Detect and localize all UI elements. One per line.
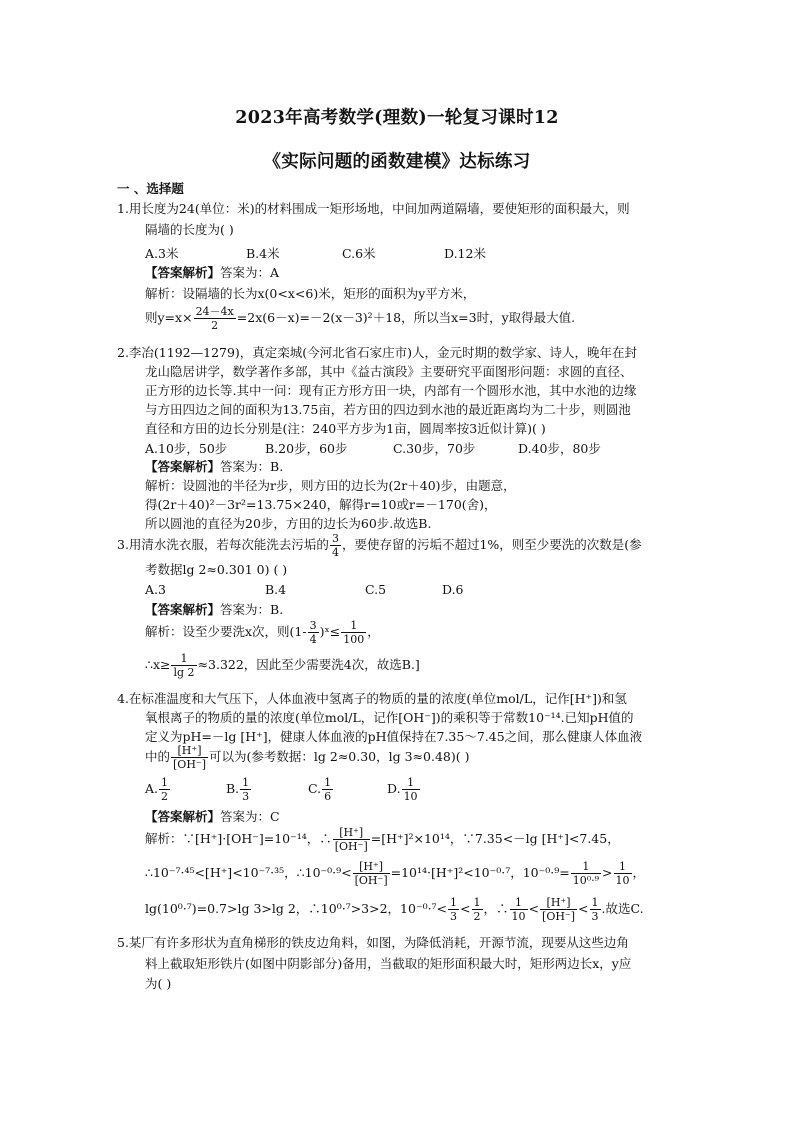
solution-text: < <box>528 901 540 916</box>
q4-option-c <box>308 776 334 803</box>
q4-text-line3: 定义为pH=－lg [H⁺]，健康人体血液的pH值保持在7.35～7.45之间，那么健康人体血液 <box>145 729 643 744</box>
fraction <box>322 776 333 803</box>
fraction-denominator: 3 <box>242 790 250 803</box>
q1-text-line2: 隔墙的长度为( ) <box>145 222 234 237</box>
fraction <box>171 652 196 679</box>
fraction-numerator: 1 <box>402 776 420 790</box>
question-text: 3.用清水洗衣服，若每次能洗去污垢的 <box>117 537 329 552</box>
fraction-numerator: [H⁺] <box>540 896 577 910</box>
fraction <box>240 776 251 803</box>
fraction-denominator: 100 <box>343 633 365 646</box>
fraction-numerator: 1 <box>614 860 632 874</box>
solution-text: 解析：∵[H⁺]·[OH⁻]=10⁻¹⁴，∴ <box>145 831 332 846</box>
fraction <box>159 776 170 803</box>
q2-option-b: B.20步，60步 <box>265 441 348 456</box>
solution-text: ∴10⁻⁷·⁴⁵<[H⁺]<10⁻⁷·³⁵，∴10⁻⁰·⁹< <box>145 865 352 880</box>
fraction-denominator: 3 <box>450 910 458 923</box>
q3-text-line1 <box>117 532 642 559</box>
q2-text-line4: 与方田四边之间的面积为13.75亩，若方田的四边到水池的最近距离均为二十步，则圆池 <box>145 402 631 417</box>
q4-text-line4 <box>145 744 469 771</box>
fraction <box>472 896 483 923</box>
q4-option-d <box>387 776 421 803</box>
q2-text-line5: 直径和方田的边长分别是(注：240平方步为1亩，圆周率按3近似计算)( ) <box>145 421 546 436</box>
answer-label: 【答案解析】 <box>145 602 221 617</box>
solution-text: < <box>460 901 471 916</box>
fraction-denominator: lg 2 <box>173 666 195 679</box>
q2-option-d: D.40步，80步 <box>518 441 601 456</box>
q5-text-line3: 为( ) <box>145 976 172 991</box>
fraction-denominator: [OH⁻] <box>354 874 388 887</box>
q1-option-a: A.3米 <box>145 246 179 261</box>
section-heading: 一 、选择题 <box>117 181 184 196</box>
fraction <box>194 305 236 332</box>
question-text: 中的 <box>145 749 171 764</box>
q4-solution-line1 <box>145 826 620 853</box>
fraction-denominator: 10⁰·⁹ <box>572 874 600 887</box>
fraction-numerator: 1 <box>161 776 169 789</box>
q3-option-a: A.3 <box>145 582 166 597</box>
solution-text: > <box>602 865 613 880</box>
solution-text: .故选C. <box>601 901 644 916</box>
fraction <box>353 860 390 887</box>
q1-option-b: B.4米 <box>246 246 280 261</box>
q3-text-line2: 考数据lg 2≈0.301 0) ( ) <box>145 562 288 577</box>
fraction-denominator: [OH⁻] <box>334 840 368 853</box>
q4-solution-line3 <box>145 896 644 923</box>
fraction <box>333 826 370 853</box>
q4-text-line2: 氧根离子的物质的量的浓度(单位mol/L，记作[OH⁻])的乘积等于常数10⁻¹⁴.已知pH值的 <box>145 710 634 725</box>
fraction <box>402 776 420 803</box>
fraction-numerator: [H⁺] <box>333 826 370 840</box>
page-title-line2: 《实际问题的函数建模》达标练习 <box>263 152 531 172</box>
fraction-numerator: [H⁺] <box>353 860 390 874</box>
q3-option-d: D.6 <box>442 582 464 597</box>
answer-text: 答案为：C <box>220 809 280 824</box>
fraction <box>308 619 319 646</box>
q2-text-line2: 龙山隐居讲学，数学著作多部，其中《益古演段》主要研究平面图形问题：求圆的直径、 <box>145 364 633 379</box>
solution-text: =10¹⁴·[H⁺]²<10⁻⁰·⁷，10⁻⁰·⁹= <box>390 865 570 880</box>
fraction-denominator: 2 <box>161 790 169 803</box>
question-text: ，要使存留的污垢不超过1%，则至少要洗的次数是(参 <box>341 537 642 552</box>
fraction-denominator: 2 <box>211 319 219 332</box>
q4-option-b <box>226 776 252 803</box>
fraction-numerator: 1 <box>571 860 601 874</box>
fraction-numerator: 1 <box>473 896 481 909</box>
q2-answer <box>145 458 283 476</box>
q4-text-line1: 4.在标准温度和大气压下，人体血液中氢离子的物质的量的浓度(单位mol/L，记作[H⁺])和氢 <box>117 691 627 706</box>
fraction-denominator: [OH⁻] <box>173 758 207 771</box>
fraction-denominator: 10 <box>403 790 418 803</box>
solution-text: =[H⁺]²×10¹⁴，∵7.35<－lg [H⁺]<7.45， <box>370 831 620 846</box>
answer-text: 答案为：B. <box>220 602 284 617</box>
option-letter: A. <box>145 781 159 796</box>
fraction <box>448 896 459 923</box>
q3-answer <box>145 601 283 619</box>
q1-solution-line1: 解析：设隔墙的长为x(0<x<6)米，矩形的面积为y平方米， <box>145 286 476 301</box>
q2-solution-line1: 解析：设圆池的半径为r步，则方田的边长为(2r＋40)步，由题意， <box>145 478 516 493</box>
option-letter: B. <box>226 781 240 796</box>
q1-option-d: D.12米 <box>444 246 486 261</box>
fraction-numerator: 1 <box>242 776 250 789</box>
q2-text-line3: 正方形的边长等.其中一问：现有正方形方田一块，内部有一个圆形水池，其中水池的边缘 <box>145 383 637 398</box>
fraction <box>540 896 577 923</box>
fraction-denominator: 6 <box>324 790 332 803</box>
fraction <box>341 619 366 646</box>
q1-text-line1: 1.用长度为24(单位：米)的材料围成一矩形场地，中间加两道隔墙，要使矩形的面积最大，则 <box>117 201 630 216</box>
answer-text: 答案为：B. <box>220 459 284 474</box>
fraction <box>571 860 601 887</box>
q3-solution-line1 <box>145 619 380 646</box>
fraction-denominator: 4 <box>331 546 339 559</box>
fraction <box>590 896 601 923</box>
fraction-numerator: 1 <box>324 776 332 789</box>
solution-text: ， <box>367 624 380 639</box>
answer-label: 【答案解析】 <box>145 809 221 824</box>
q2-solution-line2: 得(2r＋40)²－3r²=13.75×240，解得r=10或r=－170(舍)， <box>145 497 497 512</box>
fraction <box>614 860 632 887</box>
fraction-numerator: 1 <box>171 652 196 666</box>
q2-text-line1: 2.李冶(1192—1279)，真定栾城(今河北省石家庄市)人，金元时期的数学家、诗人，晚年在封 <box>117 345 638 360</box>
solution-text: 解析：设至少要洗x次，则(1- <box>145 624 307 639</box>
solution-text: ， <box>632 865 646 880</box>
answer-label: 【答案解析】 <box>145 265 221 280</box>
q4-answer <box>145 808 280 826</box>
question-text: 可以为(参考数据：lg 2≈0.30，lg 3≈0.48)( ) <box>209 749 470 764</box>
fraction <box>330 532 341 559</box>
solution-text: 则y=x× <box>145 310 193 325</box>
q1-option-c: C.6米 <box>342 246 376 261</box>
option-letter: C. <box>308 781 322 796</box>
q3-solution-line2 <box>145 652 420 679</box>
option-letter: D. <box>387 781 401 796</box>
answer-label: 【答案解析】 <box>145 459 221 474</box>
q4-solution-line2 <box>145 860 645 887</box>
q5-text-line1: 5.某厂有许多形状为直角梯形的铁皮边角料，如图，为降低消耗，开源节流，现要从这些边角 <box>117 935 629 950</box>
fraction-numerator: 1 <box>450 896 458 909</box>
solution-text: ∴x≥ <box>145 657 171 672</box>
solution-text: lg(10⁰·⁷)=0.7>lg 3>lg 2，∴10⁰·⁷>3>2，10⁻⁰·⁷< <box>145 901 448 916</box>
q2-solution-line3: 所以圆池的直径为20步，方田的边长为60步.故选B. <box>145 516 432 531</box>
fraction-numerator: 1 <box>591 896 599 909</box>
fraction-denominator: [OH⁻] <box>542 910 576 923</box>
fraction-denominator: 10 <box>511 910 526 923</box>
fraction-denominator: 3 <box>591 910 599 923</box>
fraction-numerator: 24－4x <box>195 305 234 318</box>
solution-text: ，∴ <box>483 901 509 916</box>
page-title-line1: 2023年高考数学(理数)一轮复习课时12 <box>235 108 559 128</box>
fraction <box>510 896 528 923</box>
answer-text: 答案为：A <box>220 265 280 280</box>
solution-text: )ˣ≤ <box>319 624 341 639</box>
q3-option-c: C.5 <box>365 582 387 597</box>
q2-option-a: A.10步，50步 <box>145 441 228 456</box>
fraction-denominator: 4 <box>309 633 317 646</box>
q3-option-b: B.4 <box>265 582 287 597</box>
solution-text: ≈3.322，因此至少需要洗4次，故选B.] <box>197 657 420 672</box>
solution-text: < <box>578 901 589 916</box>
solution-text: =2x(6－x)=－2(x－3)²＋18，所以当x=3时，y取得最大值. <box>236 310 576 325</box>
fraction-denominator: 2 <box>473 910 481 923</box>
q1-answer <box>145 264 279 282</box>
q1-solution-line2 <box>145 305 575 332</box>
q5-text-line2: 料上截取矩形铁片(如图中阴影部分)备用，当截取的矩形面积最大时，矩形两边长x，y应 <box>145 956 632 971</box>
fraction-numerator: [H⁺] <box>171 744 208 758</box>
fraction-numerator: 1 <box>341 619 366 633</box>
fraction-numerator: 1 <box>510 896 528 910</box>
q4-option-a <box>145 776 171 803</box>
fraction-numerator: 3 <box>309 619 317 632</box>
fraction-denominator: 10 <box>615 874 630 887</box>
fraction <box>171 744 208 771</box>
fraction-numerator: 3 <box>331 532 339 545</box>
q2-option-c: C.30步，70步 <box>393 441 476 456</box>
